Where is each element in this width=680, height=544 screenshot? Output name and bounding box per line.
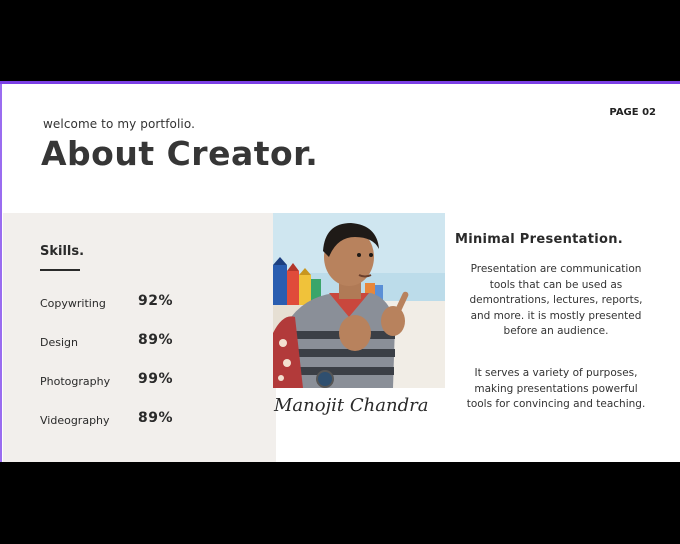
skill-name: Copywriting xyxy=(40,297,106,310)
welcome-text: welcome to my portfolio. xyxy=(43,117,196,131)
portfolio-slide xyxy=(0,81,680,462)
skill-row-design xyxy=(40,332,240,352)
page-title: About Creator. xyxy=(41,134,319,173)
skill-name: Photography xyxy=(40,375,111,388)
profile-photo-illustration xyxy=(273,213,445,388)
skill-value: 99% xyxy=(138,371,174,387)
skill-value: 92% xyxy=(138,293,174,309)
skills-underline xyxy=(40,269,80,271)
profile-photo xyxy=(273,213,445,388)
creator-signature: Manojit Chandra xyxy=(274,395,429,416)
presentation-heading: Minimal Presentation. xyxy=(455,232,624,247)
page-number: PAGE 02 xyxy=(609,107,656,118)
skill-row-videography xyxy=(40,410,240,430)
skill-value: 89% xyxy=(138,410,174,426)
presentation-paragraph-1: Presentation are communication tools that can be used as demontrations, lectures, reports, and more. it is mostly presented before an audience. xyxy=(469,263,643,337)
skill-name: Design xyxy=(40,336,78,349)
skill-value: 89% xyxy=(138,332,174,348)
skill-row-copywriting xyxy=(40,293,240,313)
presentation-paragraph-2: It serves a variety of purposes, making presentations powerful tools for convincing and teaching. xyxy=(466,367,646,410)
skills-panel xyxy=(3,213,276,462)
skills-heading: Skills. xyxy=(40,244,85,259)
skill-row-photography xyxy=(40,371,240,391)
skill-name: Videography xyxy=(40,414,110,427)
